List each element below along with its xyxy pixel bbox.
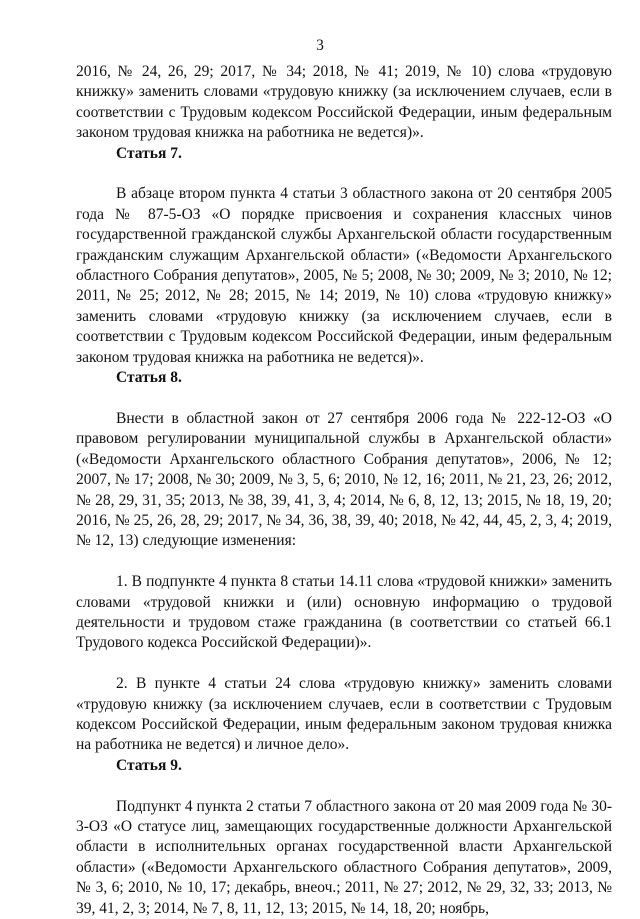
article-9-heading: Статья 9.: [116, 756, 182, 774]
article-7-heading: Статья 7.: [116, 144, 182, 162]
article-8-item-1: 1. В подпункте 4 пункта 8 статьи 14.11 слова «трудовой книжки» заменить словами «трудовой книжки и (или) основную информацию о трудовой деятельности и трудовом стаже гражданина (в соответствии со статьей 66.1 Трудового кодекса Российской Федерации)».: [76, 573, 612, 652]
page-number: 3: [316, 37, 324, 54]
article-8-item-2: 2. В пункте 4 статьи 24 слова «трудовую книжку» заменить словами «трудовую книжку (за исключением случаев, если в соответствии с Трудовым кодексом Российской Федерации, иным федеральным законом трудовая книжка на работника не ведется) и личное дело».: [76, 675, 612, 754]
document-body: [76, 62, 612, 919]
article-9-text: Подпункт 4 пункта 2 статьи 7 областного закона от 20 мая 2009 года № 30-3-ОЗ «О статусе лиц, замещающих государственные должности Архангельской области в исполнительных органах государственной власти Архангельской области» («Ведомости Архангельского областного Собрания депутатов», 2009, № 3, 6; 2010, № 10, 17; декабрь, внеоч.; 2011, № 27; 2012, № 29, 32, 33; 2013, № 39, 41, 2, 3; 2014, № 7, 8, 11, 12, 13; 2015, № 14, 18, 20; ноябрь,: [76, 797, 612, 917]
article-7-text: В абзаце втором пункта 4 статьи 3 областного закона от 20 сентября 2005 года № 87-5-ОЗ «О порядке присвоения и сохранения классных чинов государственной гражданской службы Архангельской области государственным гражданским служащим Архангельской области» («Ведомости Архангельского областного Собрания депутатов», 2005, № 5; 2008, № 30; 2009, № 3; 2010, № 12; 2011, № 25; 2012, № 28; 2015, № 14; 2019, № 10) слова «трудовую книжку» заменить словами «трудовую книжку (за исключением случаев, если в соответствии с Трудовым кодексом Российской Федерации, иным федеральным законом трудовая книжка на работника не ведется)».: [76, 185, 612, 366]
article-8-heading: Статья 8.: [116, 369, 182, 387]
paragraph-continued: 2016, № 24, 26, 29; 2017, № 34; 2018, № 41; 2019, № 10) слова «трудовую книжку» заменить словами «трудовую книжку (за исключением случаев, если в соответствии с Трудовым кодексом Российской Федерации, иным федеральным законом трудовая книжка на работника не ведется)».: [76, 63, 612, 142]
article-8-text: Внести в областной закон от 27 сентября 2006 года № 222-12-ОЗ «О правовом регулировании муниципальной службы в Архангельской области» («Ведомости Архангельского областного Собрания депутатов», 2006, № 12; 2007, № 17; 2008, № 30; 2009, № 3, 5, 6; 2010, № 12, 16; 2011, № 21, 23, 26; 2012, № 28, 29, 31, 35; 2013, № 38, 39, 41, 3, 4; 2014, № 6, 8, 12, 13; 2015, № 18, 19, 20; 2016, № 25, 26, 28, 29; 2017, № 34, 36, 38, 39, 40; 2018, № 42, 44, 45, 2, 3, 4; 2019, № 12, 13) следующие изменения:: [76, 409, 612, 550]
